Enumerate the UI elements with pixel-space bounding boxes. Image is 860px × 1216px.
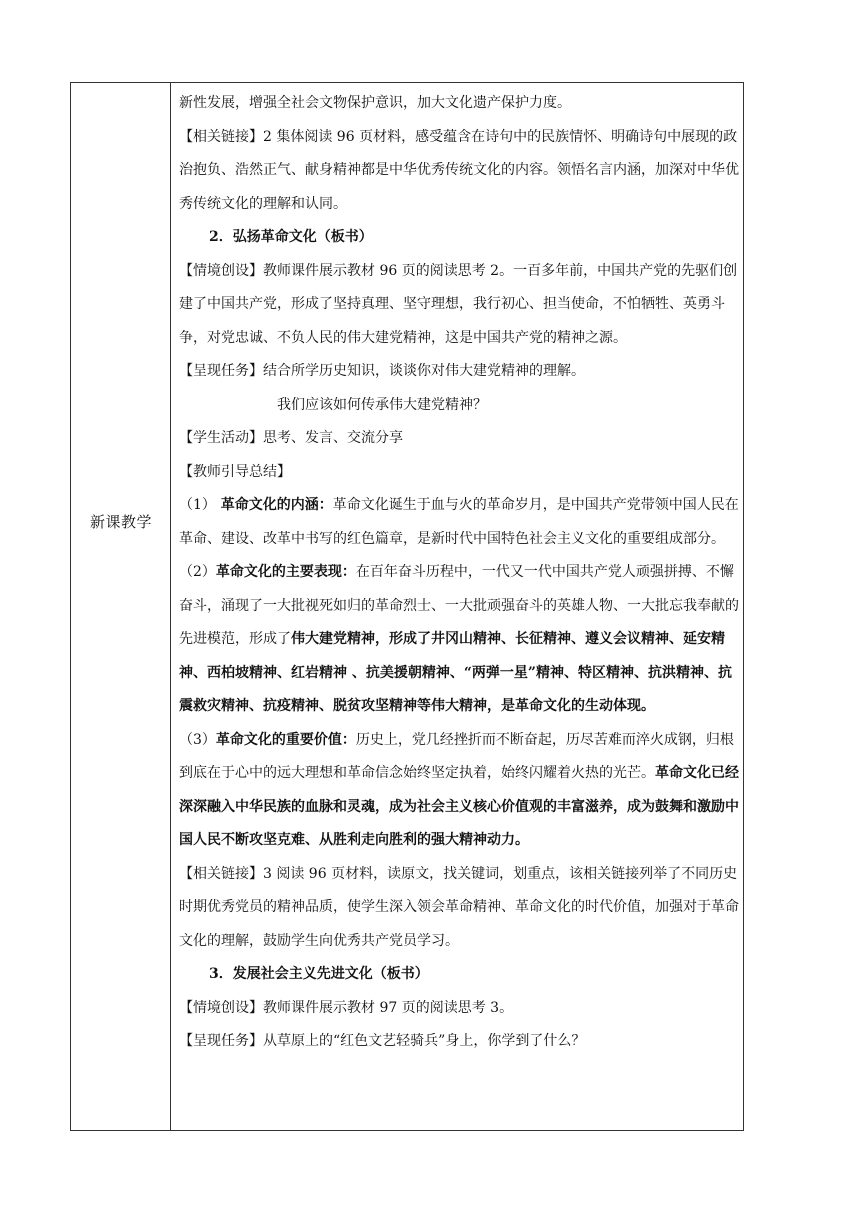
summary-point-1: （1） 革命文化的内涵：革命文化诞生于血与火的革命岁月，是中国共产党带领中国人民在革命、建设、改革中书写的红色篇章，是新时代中国特色社会主义文化的重要组成部分。 bbox=[179, 497, 739, 547]
stage-label: 新课教学 bbox=[89, 513, 152, 531]
lesson-table bbox=[70, 82, 744, 1131]
scenario-setup-2: 【情境创设】教师课件展示教材 96 页的阅读思考 2。一百多年前，中国共产党的先驱们创建了中国共产党，形成了坚持真理、坚守理想，我行初心、担当使命，不怕牺牲、英勇斗争，对党忠诚、不负人民的伟大建党精神，这是中国共产党的精神之源。 bbox=[179, 262, 738, 346]
teacher-summary-heading: 【教师引导总结】 bbox=[179, 463, 291, 480]
lesson-content bbox=[179, 87, 739, 1059]
scenario-setup-3: 【情境创设】教师课件展示教材 97 页的阅读思考 3。 bbox=[179, 999, 514, 1016]
section-heading-2: 2．弘扬革命文化（板书） bbox=[209, 229, 373, 245]
task-question: 我们应该如何传承伟大建党精神？ bbox=[277, 396, 487, 413]
section-heading-3: 3．发展社会主义先进文化（板书） bbox=[209, 966, 429, 982]
summary-point-2: （2）革命文化的主要表现：在百年奋斗历程中，一代又一代中国共产党人顽强拼搏、不懈奋斗，涌现了一大批视死如归的革命烈士、一大批顽强奋斗的英雄人物、一大批忘我奉献的先进模范，形成了伟大建党精神，形成了井冈山精神、长征精神、遵义会议精神、延安精神、西柏坡精神、红岩精神 、抗美援朝精神、“两弹一星”精神、特区精神、抗洪精神、抗震救灾精神、抗疫精神、脱贫攻坚精神等伟大精神，是革命文化的生动体现。 bbox=[179, 564, 739, 714]
task-presentation-3: 【呈现任务】从草原上的“红色文艺轻骑兵”身上，你学到了什么？ bbox=[179, 1033, 586, 1049]
task-presentation-2: 【呈现任务】结合所学历史知识，谈谈你对伟大建党精神的理解。 bbox=[179, 363, 585, 379]
student-activity: 【学生活动】思考、发言、交流分享 bbox=[179, 430, 403, 446]
related-link-2: 【相关链接】2 集体阅读 96 页材料，感受蕴含在诗句中的民族情怀、明确诗句中展现的政治抱负、浩然正气、献身精神都是中华优秀传统文化的内容。领悟名言内涵，加深对中华优秀传统文化的理解和认同。 bbox=[179, 128, 739, 212]
summary-point-3: （3）革命文化的重要价值：历史上，党几经挫折而不断奋起，历尽苦难而淬火成钢，归根到底在于心中的远大理想和革命信念始终坚定执着，始终闪耀着火热的光芒。革命文化已经深深融入中华民族的血脉和灵魂，成为社会主义核心价值观的丰富滋养，成为鼓舞和激励中国人民不断攻坚克难、从胜利走向胜利的强大精神动力。 bbox=[179, 731, 739, 848]
related-link-3: 【相关链接】3 阅读 96 页材料，读原文，找关键词，划重点，该相关链接列举了不同历史时期优秀党员的精神品质，使学生深入领会革命精神、革命文化的时代价值，加强对于革命文化的理解，鼓励学生向优秀共产党员学习。 bbox=[179, 865, 739, 949]
stage-column bbox=[71, 83, 171, 1130]
paragraph-continuation: 新性发展，增强全社会文物保护意识，加大文化遗产保护力度。 bbox=[179, 95, 571, 111]
